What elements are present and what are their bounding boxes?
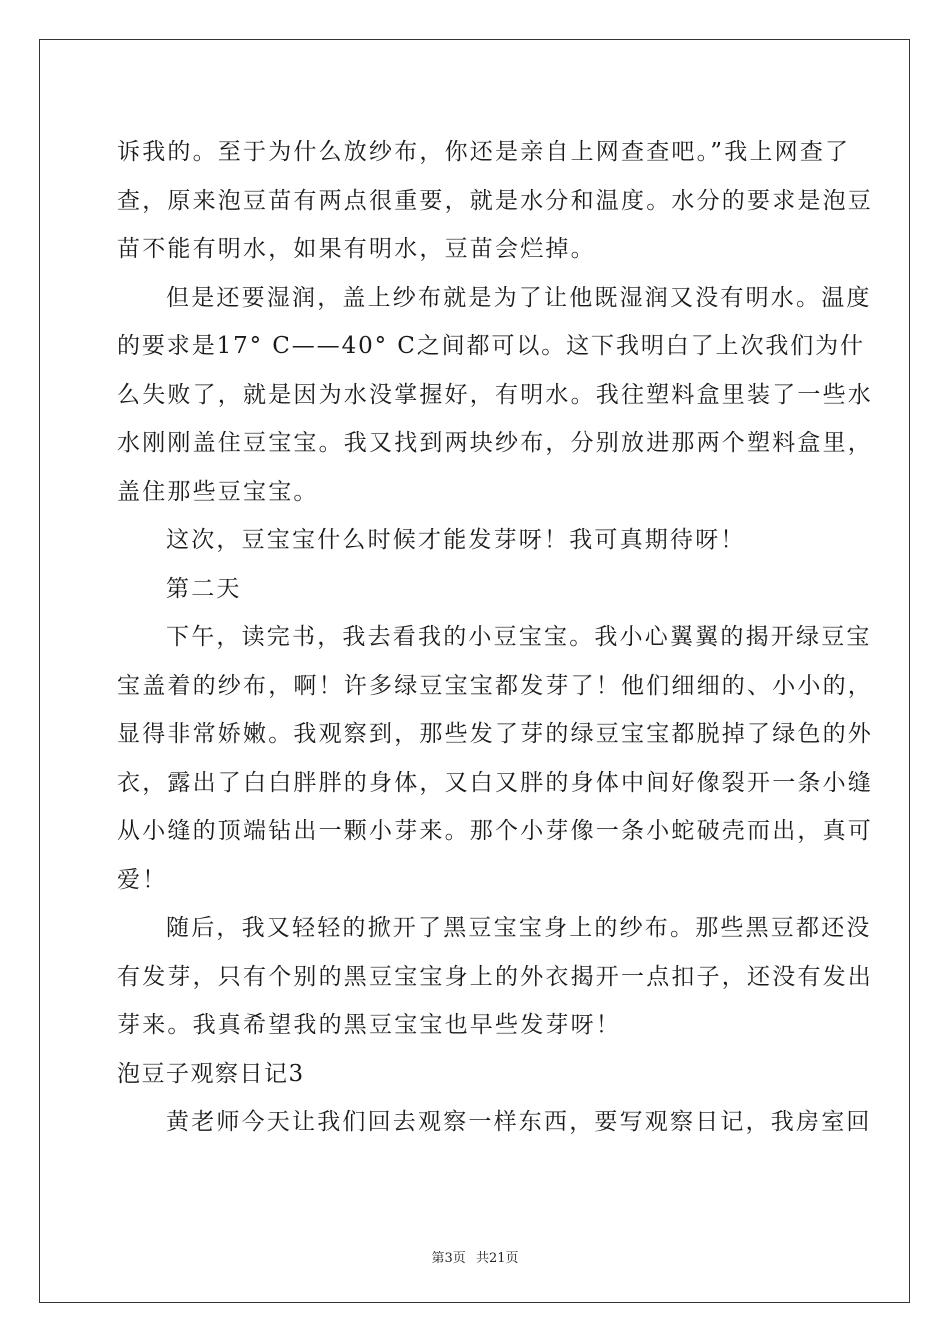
text-line: 宝盖着的纱布，啊！许多绿豆宝宝都发芽了！他们细细的、小小的，	[117, 672, 873, 699]
text-line: 有发芽，只有个别的黑豆宝宝身上的外衣揭开一点扣子，还没有发出	[117, 963, 873, 990]
paragraph-start: 下午，读完书，我去看我的小豆宝宝。我小心翼翼的揭开绿豆宝	[166, 624, 872, 650]
diary-title: 泡豆子观察日记3	[117, 1060, 305, 1087]
text-line: 么失败了，就是因为水没掌握好，有明水。我往塑料盒里装了一些水	[117, 381, 873, 408]
page-footer	[0, 1247, 950, 1266]
paragraph-start: 但是还要湿润，盖上纱布就是为了让他既湿润又没有明水。温度	[166, 284, 872, 311]
paragraph-start: 这次，豆宝宝什么时候才能发芽呀！我可真期待呀！	[166, 527, 746, 553]
text-line: 盖住那些豆宝宝。	[117, 478, 319, 505]
text-line: 水刚刚盖住豆宝宝。我又找到两块纱布，分别放进那两个塑料盒里，	[117, 430, 873, 456]
text-line: 显得非常娇嫩。我观察到，那些发了芽的绿豆宝宝都脱掉了绿色的外	[117, 721, 873, 747]
page-total: 共21页	[475, 1251, 519, 1266]
text-line: 从小缝的顶端钻出一颗小芽来。那个小芽像一条小蛇破壳而出，真可	[117, 818, 873, 844]
text-line: 查，原来泡豆苗有两点很重要，就是水分和温度。水分的要求是泡豆	[117, 187, 873, 214]
text-line: 诉我的。至于为什么放纱布，你还是亲自上网查查吧。”我上网查了	[117, 139, 851, 165]
text-line: 苗不能有明水，如果有明水，豆苗会烂掉。	[117, 236, 596, 262]
text-line: 芽来。我真希望我的黑豆宝宝也早些发芽呀！	[117, 1012, 621, 1038]
text-line: 衣，露出了白白胖胖的身体，又白又胖的身体中间好像裂开一条小缝	[117, 769, 873, 796]
paragraph-start: 随后，我又轻轻的掀开了黑豆宝宝身上的纱布。那些黑豆都还没	[166, 915, 872, 941]
page-number: 第3页	[431, 1251, 466, 1266]
text-line: 的要求是17° C——40° C之间都可以。这下我明白了上次我们为什	[117, 333, 865, 359]
text-line: 爱！	[117, 866, 168, 893]
paragraph-start: 黄老师今天让我们回去观察一样东西，要写观察日记，我房室回	[166, 1109, 872, 1135]
section-heading: 第二天	[166, 575, 242, 602]
document-body	[117, 128, 873, 1147]
